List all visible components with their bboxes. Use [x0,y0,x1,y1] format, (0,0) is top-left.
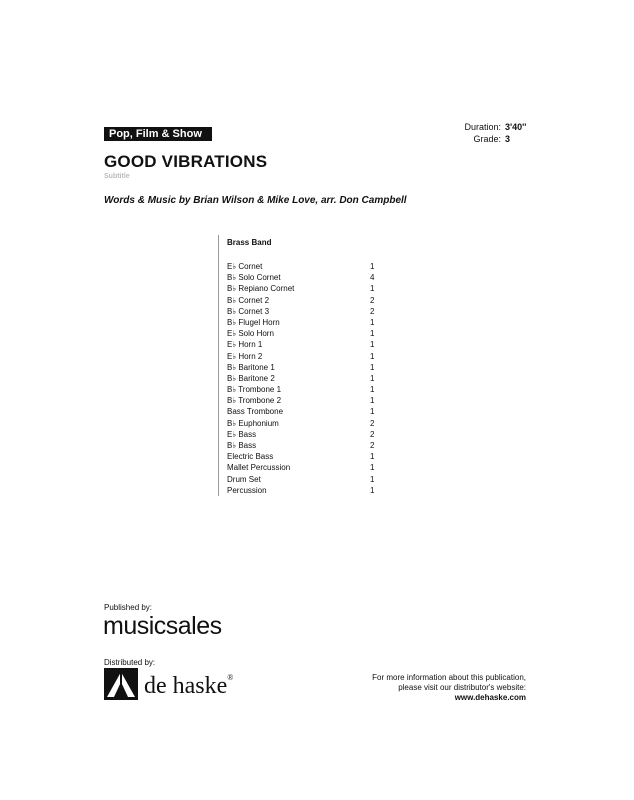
instrument-row [227,418,397,429]
category-tag: Pop, Film & Show [104,127,212,141]
instrument-row [227,261,397,272]
instrument-row [227,295,397,306]
instrument-row [227,429,397,440]
info-line-2: please visit our distributor's website: [398,683,526,692]
instrument-row [227,485,397,496]
instrument-name: Bass Trombone [227,407,284,417]
instrument-row [227,462,397,473]
dehaske-logo [104,668,233,705]
instrumentation-list [218,235,397,496]
instrument-name: Percussion [227,485,267,495]
instrument-name: E♭ Horn 2 [227,351,263,361]
instrument-name: B♭ Cornet 3 [227,306,270,316]
instrument-name: B♭ Flugel Horn [227,317,280,327]
instrument-row [227,339,397,350]
instrument-qty: 2 [370,418,375,428]
instrument-qty: 2 [370,441,375,450]
instrument-row [227,328,397,339]
instrument-row [227,395,397,406]
published-by-label: Published by: [104,603,153,612]
instrument-name: E♭ Horn 1 [227,340,263,350]
duration-row [464,121,527,133]
instrument-name: E♭ Cornet [227,262,263,271]
registered-mark: ® [227,673,234,682]
instrument-row [227,384,397,395]
instrument-qty: 1 [370,340,375,350]
instrument-row [227,451,397,462]
instrument-qty: 1 [370,385,375,395]
dehaske-logo-text [144,673,233,700]
instrument-qty: 1 [370,474,375,484]
page-subtitle: Subtitle [104,173,130,180]
instrument-row [227,362,397,373]
instrument-row [227,440,397,451]
info-line-1: For more information about this publication, [372,673,526,682]
page-title: GOOD VIBRATIONS [104,152,268,171]
instrument-qty: 4 [370,273,375,283]
instrument-qty: 1 [370,317,375,327]
grade-value: 3 [505,134,511,144]
instrument-qty: 2 [370,295,375,305]
instrument-name: B♭ Baritone 1 [227,362,275,372]
instrument-name: B♭ Bass [227,441,257,450]
instrument-qty: 1 [370,262,375,271]
instrument-qty: 1 [370,463,375,473]
dehaske-logo-name: de haske [144,673,228,699]
instrument-name: B♭ Cornet 2 [227,295,270,305]
duration-label: Duration: [464,122,501,132]
instrument-qty: 1 [370,396,375,406]
instrument-qty: 1 [370,284,375,294]
instrument-name: B♭ Baritone 2 [227,373,275,383]
instrument-name: E♭ Solo Horn [227,329,274,339]
duration-value: 3'40'' [505,122,527,132]
instrument-qty: 1 [370,485,375,495]
distributed-by-label: Distributed by: [104,658,156,667]
instrument-name: B♭ Trombone 2 [227,396,282,406]
musicsales-logo: musicsales [103,612,222,640]
instrument-name: Electric Bass [227,452,274,462]
instrument-qty: 1 [370,373,375,383]
instrument-name: B♭ Euphonium [227,418,279,428]
piece-meta [464,121,527,145]
distributor-info [372,673,526,703]
instrument-name: B♭ Solo Cornet [227,273,281,283]
instrumentation-heading: Brass Band [227,238,272,247]
instrument-qty: 2 [370,429,375,439]
instrument-qty: 1 [370,452,375,462]
instrument-row [227,317,397,328]
instrument-qty: 1 [370,362,375,372]
instrumentation-rows [227,261,397,496]
credits: Words & Music by Brian Wilson & Mike Love, arr. Don Campbell [104,195,407,206]
dehaske-mark-icon [104,668,138,705]
instrument-name: Drum Set [227,474,261,484]
instrument-qty: 1 [370,351,375,361]
grade-label: Grade: [473,134,501,144]
instrument-row [227,306,397,317]
instrument-row [227,474,397,485]
instrument-qty: 1 [370,329,375,339]
grade-row [464,133,527,145]
instrument-name: Mallet Percussion [227,463,291,473]
instrument-name: B♭ Trombone 1 [227,385,282,395]
instrument-qty: 2 [370,306,375,316]
instrument-row [227,272,397,283]
instrument-row [227,283,397,294]
instrument-qty: 1 [370,407,375,417]
instrument-row [227,406,397,417]
instrument-row [227,351,397,362]
instrument-name: E♭ Bass [227,429,257,439]
instrument-row [227,373,397,384]
instrument-name: B♭ Repiano Cornet [227,284,295,294]
distributor-url[interactable]: www.dehaske.com [454,693,526,702]
